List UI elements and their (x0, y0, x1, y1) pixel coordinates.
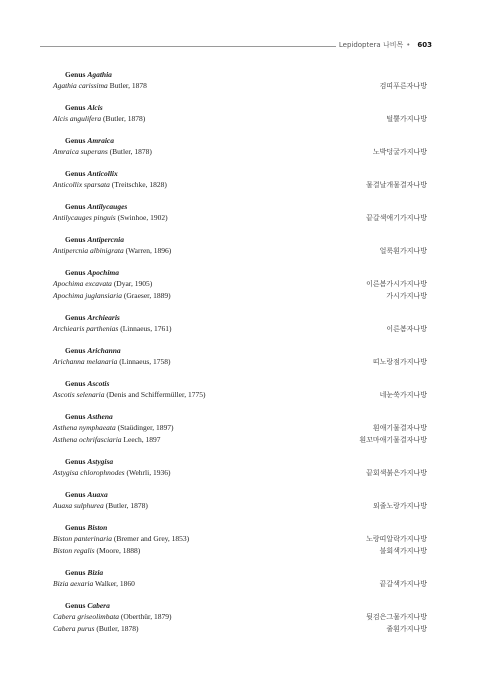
species-row (53, 500, 427, 512)
scientific-name: Bizia aexaria (53, 579, 94, 588)
korean-name: 가시가지나방 (386, 292, 427, 300)
genus-label: Genus (65, 412, 88, 421)
korean-name: 흰애기물결자나방 (372, 424, 427, 432)
species-list (53, 69, 427, 645)
header-bullet: • (406, 41, 411, 49)
genus-heading (53, 522, 427, 533)
species-row (53, 422, 427, 434)
genus-group (53, 522, 427, 557)
genus-label: Genus (65, 103, 88, 112)
author-citation: Walker, 1860 (94, 579, 135, 588)
genus-group (53, 411, 427, 446)
scientific-name: Amraica superans (53, 147, 108, 156)
species-row (53, 212, 427, 224)
genus-group (53, 267, 427, 302)
genus-label: Genus (65, 313, 88, 322)
scientific-name: Auaxa sulphurea (53, 501, 104, 510)
genus-heading (53, 102, 427, 113)
genus-label: Genus (65, 379, 88, 388)
korean-name: 노랑띠알락가지나방 (366, 535, 427, 543)
author-citation: (Dyar, 1905) (113, 279, 153, 288)
species-row (53, 467, 427, 479)
korean-name: 끝회색붉은가지나방 (366, 469, 427, 477)
scientific-name: Agathia carissima (53, 81, 108, 90)
genus-name: Amraica (87, 136, 114, 145)
species-row (53, 389, 427, 401)
korean-name: 흰꼬마애기물결자나방 (359, 436, 427, 444)
genus-heading (53, 135, 427, 146)
genus-group (53, 489, 427, 512)
genus-heading (53, 168, 427, 179)
scientific-name: Anticollix sparsata (53, 180, 110, 189)
genus-name: Auaxa (87, 490, 108, 499)
korean-name: 뒷검은그물가지나방 (366, 613, 427, 621)
species-row (53, 323, 427, 335)
author-citation: (Treitschke, 1828) (111, 180, 167, 189)
genus-group (53, 234, 427, 257)
genus-label: Genus (65, 346, 88, 355)
author-citation: (Wehrli, 1936) (126, 468, 171, 477)
species-row (53, 434, 427, 446)
scientific-name: Cabera purus (53, 624, 95, 633)
author-citation: (Butler, 1878) (103, 114, 146, 123)
scientific-name: Ascotis selenaria (53, 390, 105, 399)
korean-name: 검띠푸른자나방 (379, 82, 427, 90)
author-citation: (Staüdinger, 1897) (117, 423, 174, 432)
author-citation: (Linnaeus, 1758) (119, 357, 171, 366)
korean-name: 털뿔가지나방 (386, 115, 427, 123)
genus-name: Arichanna (87, 346, 121, 355)
korean-name: 외줄노랑가지나방 (372, 502, 427, 510)
genus-label: Genus (65, 70, 88, 79)
author-citation: (Graeser, 1889) (123, 291, 171, 300)
genus-group (53, 378, 427, 401)
author-citation: Leech, 1897 (123, 435, 161, 444)
genus-name: Cabera (87, 601, 110, 610)
genus-label: Genus (65, 457, 88, 466)
genus-heading (53, 378, 427, 389)
genus-group (53, 102, 427, 125)
korean-name: 끝갈색애기가지나방 (366, 214, 427, 222)
species-row (53, 611, 427, 623)
korean-name: 줄흰가지나방 (386, 625, 427, 633)
genus-label: Genus (65, 601, 88, 610)
scientific-name: Biston panterinaria (53, 534, 112, 543)
genus-label: Genus (65, 568, 88, 577)
genus-name: Bizia (87, 568, 104, 577)
author-citation: (Butler, 1878) (105, 501, 148, 510)
genus-heading (53, 489, 427, 500)
scientific-name: Antilycauges pinguis (53, 213, 116, 222)
genus-heading (53, 411, 427, 422)
genus-heading (53, 600, 427, 611)
korean-name: 끝갈색가지나방 (379, 580, 427, 588)
scientific-name: Arichanna melanaria (53, 357, 118, 366)
genus-group (53, 201, 427, 224)
scientific-name: Cabera griseolimbata (53, 612, 120, 621)
genus-heading (53, 456, 427, 467)
running-header (40, 40, 432, 52)
author-citation: Butler, 1878 (109, 81, 147, 90)
genus-heading (53, 267, 427, 278)
species-row (53, 545, 427, 557)
species-row (53, 578, 427, 590)
genus-label: Genus (65, 523, 88, 532)
genus-group (53, 567, 427, 590)
species-row (53, 623, 427, 635)
korean-name: 불회색가지나방 (379, 547, 427, 555)
author-citation: (Butler, 1878) (109, 147, 152, 156)
genus-heading (53, 234, 427, 245)
genus-group (53, 69, 427, 92)
author-citation: (Oberthür, 1879) (120, 612, 172, 621)
species-row (53, 290, 427, 302)
species-row (53, 80, 427, 92)
genus-label: Genus (65, 268, 88, 277)
genus-name: Anticollix (87, 169, 118, 178)
author-citation: (Bremer and Grey, 1853) (113, 534, 190, 543)
genus-group (53, 168, 427, 191)
author-citation: (Butler, 1878) (96, 624, 139, 633)
scientific-name: Asthena nymphaeata (53, 423, 116, 432)
scientific-name: Antipercnia albinigrata (53, 246, 124, 255)
genus-heading (53, 69, 427, 80)
korean-name: 노박덩굴가지나방 (372, 148, 427, 156)
korean-name: 물결날개물결자나방 (366, 181, 427, 189)
author-citation: (Linnaeus, 1761) (120, 324, 172, 333)
genus-group (53, 456, 427, 479)
genus-name: Alcis (87, 103, 103, 112)
species-row (53, 533, 427, 545)
genus-label: Genus (65, 169, 88, 178)
author-citation: (Warren, 1896) (125, 246, 172, 255)
page-number: 603 (417, 41, 432, 49)
genus-name: Astygisa (87, 457, 114, 466)
author-citation: (Denis and Schiffermüller, 1775) (106, 390, 206, 399)
scientific-name: Astygisa chlorophnodes (53, 468, 125, 477)
species-row (53, 356, 427, 368)
genus-name: Antipercnia (87, 235, 124, 244)
scientific-name: Archiearis parthenias (53, 324, 119, 333)
species-row (53, 278, 427, 290)
genus-name: Antilycauges (87, 202, 128, 211)
scientific-name: Biston regalis (53, 546, 95, 555)
genus-group (53, 312, 427, 335)
species-row (53, 146, 427, 158)
header-label (339, 40, 432, 50)
korean-name: 얼룩흰가지나방 (379, 247, 427, 255)
korean-name: 이른봄자나방 (386, 325, 427, 333)
genus-heading (53, 201, 427, 212)
scientific-name: Asthena ochrifasciaria (53, 435, 122, 444)
scientific-name: Alcis angulifera (53, 114, 102, 123)
species-row (53, 113, 427, 125)
korean-name: 이른봄가시가지나방 (366, 280, 427, 288)
genus-heading (53, 345, 427, 356)
genus-label: Genus (65, 136, 88, 145)
header-rule (40, 46, 336, 47)
species-row (53, 179, 427, 191)
author-citation: (Swinhoe, 1902) (117, 213, 168, 222)
scientific-name: Apochima excavata (53, 279, 112, 288)
genus-label: Genus (65, 490, 88, 499)
genus-name: Ascotis (87, 379, 110, 388)
genus-heading (53, 567, 427, 578)
genus-label: Genus (65, 202, 88, 211)
genus-name: Asthena (87, 412, 113, 421)
genus-name: Agathia (87, 70, 112, 79)
genus-group (53, 600, 427, 635)
genus-name: Apochima (87, 268, 119, 277)
korean-name: 띠노랑점가지나방 (372, 358, 427, 366)
korean-name: 네눈쑥가지나방 (379, 391, 427, 399)
genus-heading (53, 312, 427, 323)
scientific-name: Apochima juglansiaria (53, 291, 122, 300)
species-row (53, 245, 427, 257)
genus-label: Genus (65, 235, 88, 244)
author-citation: (Moore, 1888) (96, 546, 141, 555)
genus-group (53, 135, 427, 158)
genus-group (53, 345, 427, 368)
genus-name: Archiearis (87, 313, 120, 322)
header-title: Lepidoptera 나비목 (338, 41, 404, 49)
genus-name: Biston (87, 523, 108, 532)
